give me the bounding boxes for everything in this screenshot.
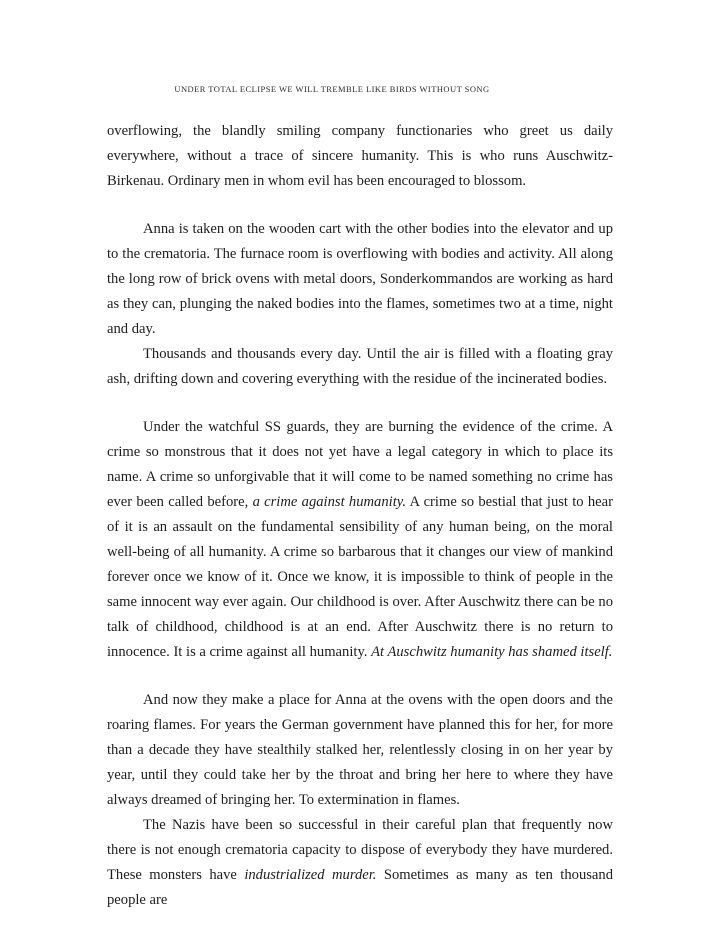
paragraph xyxy=(107,342,613,392)
italic-text-run: a crime against humanity. xyxy=(252,494,407,510)
page-body xyxy=(107,119,613,913)
running-header xyxy=(0,84,664,94)
paragraph xyxy=(107,119,613,194)
text-section-1 xyxy=(107,119,613,194)
body-text-run: Sometimes as many as ten thousand people are xyxy=(107,867,613,908)
paragraph xyxy=(107,415,613,665)
body-text-run: The Nazis have been so successful in their careful plan that frequently now there is not enough crematoria capacity to dispose of everybody they have murdered. These monsters have xyxy=(107,817,613,883)
body-text-run: Anna is taken on the wooden cart with the other bodies into the elevator and up to the crematoria. The furnace room is overflowing with bodies and activity. All along the long row of brick ovens with metal doors, Sonderkommandos are working as hard as they can, plunging the naked bodies into the flames, sometimes two at a time, night and day. xyxy=(107,221,613,337)
text-section-3 xyxy=(107,415,613,665)
text-section-4 xyxy=(107,688,613,913)
text-section-2 xyxy=(107,217,613,392)
running-header-text: UNDER TOTAL ECLIPSE WE WILL TREMBLE LIKE BIRDS WITHOUT SONG xyxy=(174,84,490,94)
italic-text-run: industrialized murder. xyxy=(244,867,377,883)
body-text-run: Thousands and thousands every day. Until the air is filled with a floating gray ash, drifting down and covering everything with the residue of the incinerated bodies. xyxy=(107,346,613,387)
paragraph xyxy=(107,217,613,342)
paragraph xyxy=(107,688,613,813)
italic-text-run: At Auschwitz humanity has shamed itself. xyxy=(371,644,613,660)
paragraph xyxy=(107,813,613,913)
body-text-run: A crime so bestial that just to hear of it is an assault on the fundamental sensibility of any human being, on the moral well-being of all humanity. A crime so barbarous that it changes our view of mankind forever once we know of it. Once we know, it is impossible to think of people in the same innocent way ever again. Our childhood is over. After Auschwitz there can be no talk of childhood, childhood is at an end. After Auschwitz there is no return to innocence. It is a crime against all humanity. xyxy=(107,494,614,660)
body-text-run: Under the watchful SS guards, they are burning the evidence of the crime. A crime so monstrous that it does not yet have a legal category in which to place its name. A crime so unforgivable that it will come to be named something no crime has ever been called before, xyxy=(107,419,613,510)
body-text-run: overflowing, the blandly smiling company functionaries who greet us daily everywhere, without a trace of sincere humanity. This is who runs Auschwitz-Birkenau. Ordinary men in whom evil has been encouraged to blossom. xyxy=(107,123,613,189)
body-text-run: And now they make a place for Anna at the ovens with the open doors and the roaring flames. For years the German government have planned this for her, for more than a decade they have stealthily stalked her, relentlessly closing in on her year by year, until they could take her by the throat and bring her here to where they have always dreamed of bringing her. To extermination in flames. xyxy=(107,692,613,808)
